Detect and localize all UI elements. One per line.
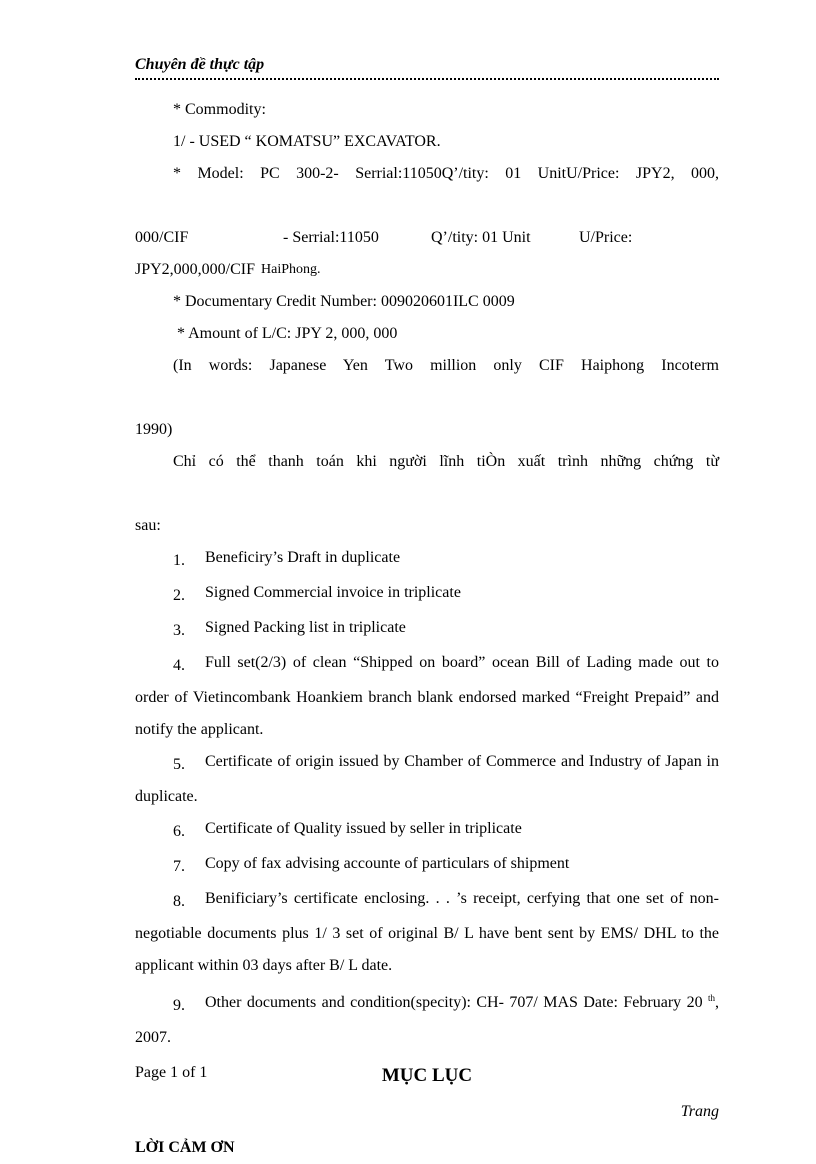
excavator-line: 1/ - USED “ KOMATSU” EXCAVATOR.	[173, 133, 441, 150]
commodity-line: * Commodity:	[173, 101, 266, 118]
model-line-2-b: - Serrial:11050	[283, 229, 379, 246]
list-item	[135, 813, 719, 848]
model-line-3-b: HaiPhong.	[261, 262, 321, 277]
model-line-1: * Model: PC 300-2- Serrial:11050Q’/tity: 01 UnitU/Price: JPY2, 000,	[173, 165, 719, 182]
header-title: Chuyên đề thực tập	[135, 56, 265, 73]
model-line-2-c: Q’/tity: 01 Unit	[431, 229, 531, 246]
list-item-number: 2.	[173, 587, 185, 604]
list-item	[135, 577, 719, 612]
amount-line: * Amount of L/C: JPY 2, 000, 000	[177, 325, 398, 342]
list-item-text: Signed Commercial invoice in triplicate	[205, 584, 461, 601]
payment-line-1: Chỉ có thể thanh toán khi người lĩnh tiÒn xuất trình những chứng từ	[173, 453, 719, 470]
model-line-2-a: 000/CIF	[135, 229, 189, 246]
list-item-text: Full set(2/3) of clean “Shipped on board” ocean Bill of Lading made out to order of Vietincombank Hoankiem branch blank endorsed marked “Freight Prepaid” and notify the applicant.	[135, 654, 719, 738]
list-item	[135, 848, 719, 883]
documents-list	[135, 542, 719, 1054]
list-item-text: Copy of fax advising accounte of particulars of shipment	[205, 855, 570, 872]
toc-page-column-label: Trang	[680, 1103, 719, 1120]
credit-number-line: * Documentary Credit Number: 009020601ILC 0009	[173, 293, 515, 310]
model-line-2-d: U/Price:	[579, 229, 633, 246]
toc-entry: LỜI CẢM ƠN	[135, 1139, 235, 1156]
list-item-text: Certificate of Quality issued by seller in triplicate	[205, 820, 522, 837]
model-line-2	[135, 222, 719, 254]
list-item	[135, 612, 719, 647]
list-item-number: 5.	[173, 756, 185, 773]
list-item-text: Other documents and condition(specity): CH- 707/ MAS Date: February 20	[205, 994, 703, 1011]
model-line-3	[135, 254, 719, 286]
list-item-number: 9.	[173, 997, 185, 1014]
list-item	[135, 542, 719, 577]
model-line-3-a: JPY2,000,000/CIF	[135, 261, 256, 278]
date-suffix: , 2007.	[135, 994, 720, 1046]
list-item	[135, 647, 719, 746]
list-item-text: Beneficiry’s Draft in duplicate	[205, 549, 401, 566]
payment-line-2: sau:	[135, 517, 161, 534]
list-item-number: 8.	[173, 893, 185, 910]
in-words-line-1: (In words: Japanese Yen Two million only CIF Haiphong Incoterm	[173, 357, 719, 374]
list-item-number: 1.	[173, 552, 185, 569]
document-body	[135, 94, 719, 1164]
list-item	[135, 982, 719, 1054]
list-item-text: Benificiary’s certificate enclosing. . . ’s receipt, cerfying that one set of non- negotiable documents plus 1/ 3 set of original B/ L have bent sent by EMS/ DHL to the applicant within 03 days after B/ L date.	[135, 890, 719, 974]
page-header	[135, 56, 719, 80]
list-item	[135, 746, 719, 813]
in-words-line-2: 1990)	[135, 421, 173, 438]
page-footer: Page 1 of 1	[135, 1064, 208, 1081]
date-superscript: th	[708, 993, 716, 1003]
list-item	[135, 883, 719, 982]
list-item-number: 7.	[173, 858, 185, 875]
list-item-number: 4.	[173, 657, 185, 674]
list-item-text: Signed Packing list in triplicate	[205, 619, 406, 636]
list-item-text: Certificate of origin issued by Chamber of Commerce and Industry of Japan in duplicate.	[135, 753, 719, 805]
list-item-number: 3.	[173, 622, 185, 639]
list-item-number: 6.	[173, 823, 185, 840]
toc-title: MỤC LỤC	[381, 1065, 473, 1086]
